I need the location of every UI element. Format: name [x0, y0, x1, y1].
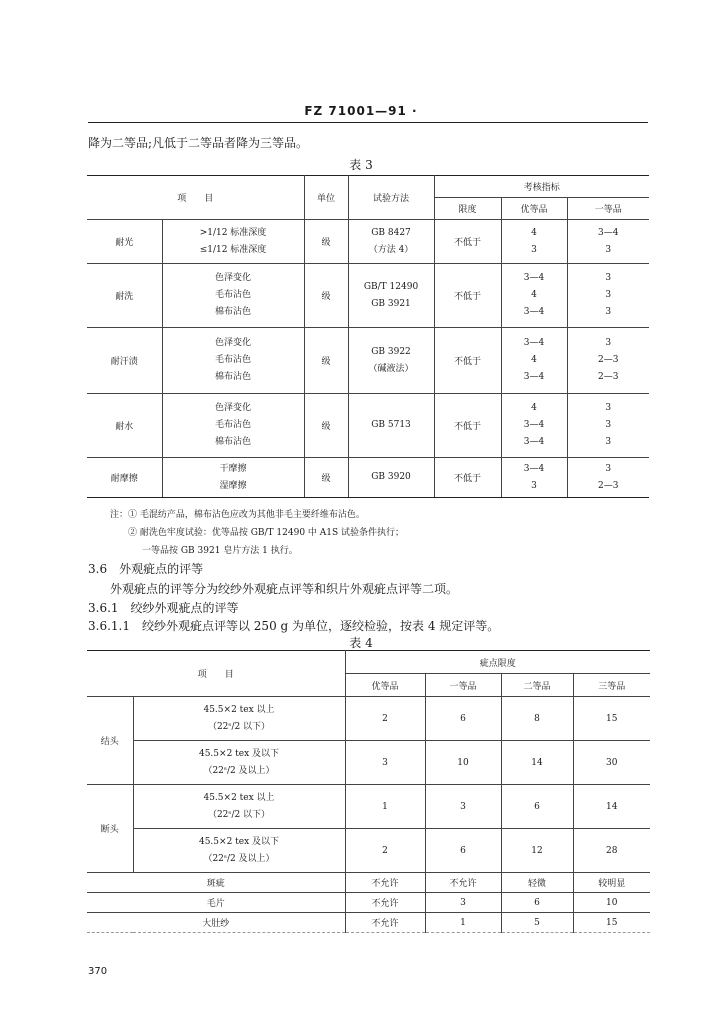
excellent-cell: 4 3 [501, 220, 567, 264]
method-cell: GB 5713 [348, 394, 434, 458]
table3-header-limit: 限度 [434, 198, 501, 220]
limit-cell: 不低于 [434, 458, 501, 498]
section-heading-3-6-1: 3.6.1 绞纱外观疵点的评等 [88, 601, 239, 615]
table-row [87, 873, 650, 893]
value-cell: 28 [573, 829, 650, 873]
value-cell: 5 [501, 913, 573, 933]
value-cell: 30 [573, 741, 650, 785]
value-cell: 6 [425, 697, 501, 741]
unit-cell: 级 [304, 264, 348, 328]
table3-header-excellent: 优等品 [501, 198, 567, 220]
subitem-cell: 色泽变化 毛布沾色 棉布沾色 [162, 394, 304, 458]
table3-note-2: ② 耐洗色牢度试验：优等品按 GB/T 12490 中 A1S 试验条件执行； [128, 528, 405, 538]
excellent-cell: 3—4 4 3—4 [501, 328, 567, 394]
intro-paragraph: 降为二等品;凡低于二等品者降为三等品。 [88, 136, 309, 150]
table4-header-item: 项 目 [87, 651, 345, 697]
value-cell: 15 [573, 913, 650, 933]
subitem-cell: >1/12 标准深度 ≤1/12 标准深度 [162, 220, 304, 264]
method-cell: GB/T 12490 GB 3921 [348, 264, 434, 328]
category-cell: 耐汗渍 [87, 328, 162, 394]
table3-note-3: 一等品按 GB 3921 皂片方法 1 执行。 [142, 546, 298, 556]
table3-header-group: 考核指标 [434, 176, 649, 198]
value-cell: 1 [345, 785, 425, 829]
table-row [87, 220, 649, 264]
value-cell: 6 [425, 829, 501, 873]
label-cell: 毛片 [87, 893, 345, 913]
excellent-cell: 3—4 3 [501, 458, 567, 498]
table-row [87, 741, 650, 785]
table4-caption: 表 4 [349, 636, 373, 650]
value-cell: 不允许 [425, 873, 501, 893]
table4 [87, 650, 650, 933]
category-cell: 耐摩擦 [87, 458, 162, 498]
first-cell: 3 3 3 [567, 264, 649, 328]
limit-cell: 不低于 [434, 394, 501, 458]
table3-header-first: 一等品 [567, 198, 649, 220]
table4-header-second: 二等品 [501, 674, 573, 697]
first-cell: 3 2—3 [567, 458, 649, 498]
value-cell: 1 [425, 913, 501, 933]
table-row [87, 785, 650, 829]
limit-cell: 不低于 [434, 264, 501, 328]
method-cell: GB 3922 （碱液法） [348, 328, 434, 394]
value-cell: 3 [345, 741, 425, 785]
table4-header-third: 三等品 [573, 674, 650, 697]
value-cell: 较明显 [573, 873, 650, 893]
value-cell: 不允许 [345, 913, 425, 933]
category-cell: 耐光 [87, 220, 162, 264]
value-cell: 3 [425, 785, 501, 829]
table-row [87, 264, 649, 328]
table4-header-first: 一等品 [425, 674, 501, 697]
value-cell: 15 [573, 697, 650, 741]
first-cell: 3 3 3 [567, 394, 649, 458]
table-row [87, 458, 649, 498]
unit-cell: 级 [304, 394, 348, 458]
category-cell: 结头 [87, 697, 133, 785]
value-cell: 8 [501, 697, 573, 741]
unit-cell: 级 [304, 220, 348, 264]
value-cell: 2 [345, 697, 425, 741]
value-cell: 6 [501, 785, 573, 829]
label-cell: 斑疵 [87, 873, 345, 893]
table-row [87, 893, 650, 913]
value-cell: 14 [501, 741, 573, 785]
limit-cell: 不低于 [434, 328, 501, 394]
spec-cell: 45.5×2 tex 以上 （22ˢ/2 以下） [133, 697, 345, 741]
table4-header-excellent: 优等品 [345, 674, 425, 697]
value-cell: 2 [345, 829, 425, 873]
value-cell: 不允许 [345, 893, 425, 913]
standard-code-header: FZ 71001—91 · [304, 104, 418, 118]
value-cell: 10 [573, 893, 650, 913]
page-number: 370 [88, 966, 108, 977]
table3-header-method: 试验方法 [348, 176, 434, 220]
table-row [87, 328, 649, 394]
table3-note-1: 注：① 毛混纺产品，棉布沾色应改为其他非毛主要纤维布沾色。 [110, 510, 365, 520]
limit-cell: 不低于 [434, 220, 501, 264]
table4-header-group: 疵点限度 [345, 651, 650, 674]
table-row [87, 829, 650, 873]
header-rule [88, 122, 648, 123]
table3-caption: 表 3 [349, 158, 373, 172]
table3 [87, 175, 649, 498]
value-cell: 10 [425, 741, 501, 785]
spec-cell: 45.5×2 tex 及以下 （22ˢ/2 及以上） [133, 741, 345, 785]
value-cell: 12 [501, 829, 573, 873]
spec-cell: 45.5×2 tex 以上 （22ˢ/2 以下） [133, 785, 345, 829]
first-cell: 3—4 3 [567, 220, 649, 264]
table-row [87, 913, 650, 933]
category-cell: 断头 [87, 785, 133, 873]
first-cell: 3 2—3 2—3 [567, 328, 649, 394]
value-cell: 14 [573, 785, 650, 829]
table3-header-item: 项 目 [87, 176, 304, 220]
section-paragraph-3-6: 外观疵点的评等分为绞纱外观疵点评等和织片外观疵点评等二项。 [110, 582, 459, 596]
method-cell: GB 8427 （方法 4） [348, 220, 434, 264]
spec-cell: 45.5×2 tex 及以下 （22ˢ/2 及以上） [133, 829, 345, 873]
unit-cell: 级 [304, 328, 348, 394]
excellent-cell: 3—4 4 3—4 [501, 264, 567, 328]
excellent-cell: 4 3—4 3—4 [501, 394, 567, 458]
value-cell: 轻微 [501, 873, 573, 893]
category-cell: 耐水 [87, 394, 162, 458]
subitem-cell: 色泽变化 毛布沾色 棉布沾色 [162, 264, 304, 328]
table-row [87, 697, 650, 741]
section-paragraph-3-6-1-1: 3.6.1.1 绞纱外观疵点评等以 250 g 为单位，逐绞检验，按表 4 规定评等。 [88, 619, 500, 633]
subitem-cell: 干摩擦 湿摩擦 [162, 458, 304, 498]
method-cell: GB 3920 [348, 458, 434, 498]
section-heading-3-6: 3.6 外观疵点的评等 [88, 562, 204, 576]
category-cell: 耐洗 [87, 264, 162, 328]
table-row [87, 394, 649, 458]
table3-header-unit: 单位 [304, 176, 348, 220]
unit-cell: 级 [304, 458, 348, 498]
value-cell: 6 [501, 893, 573, 913]
label-cell: 大肚纱 [87, 913, 345, 933]
value-cell: 不允许 [345, 873, 425, 893]
value-cell: 3 [425, 893, 501, 913]
subitem-cell: 色泽变化 毛布沾色 棉布沾色 [162, 328, 304, 394]
